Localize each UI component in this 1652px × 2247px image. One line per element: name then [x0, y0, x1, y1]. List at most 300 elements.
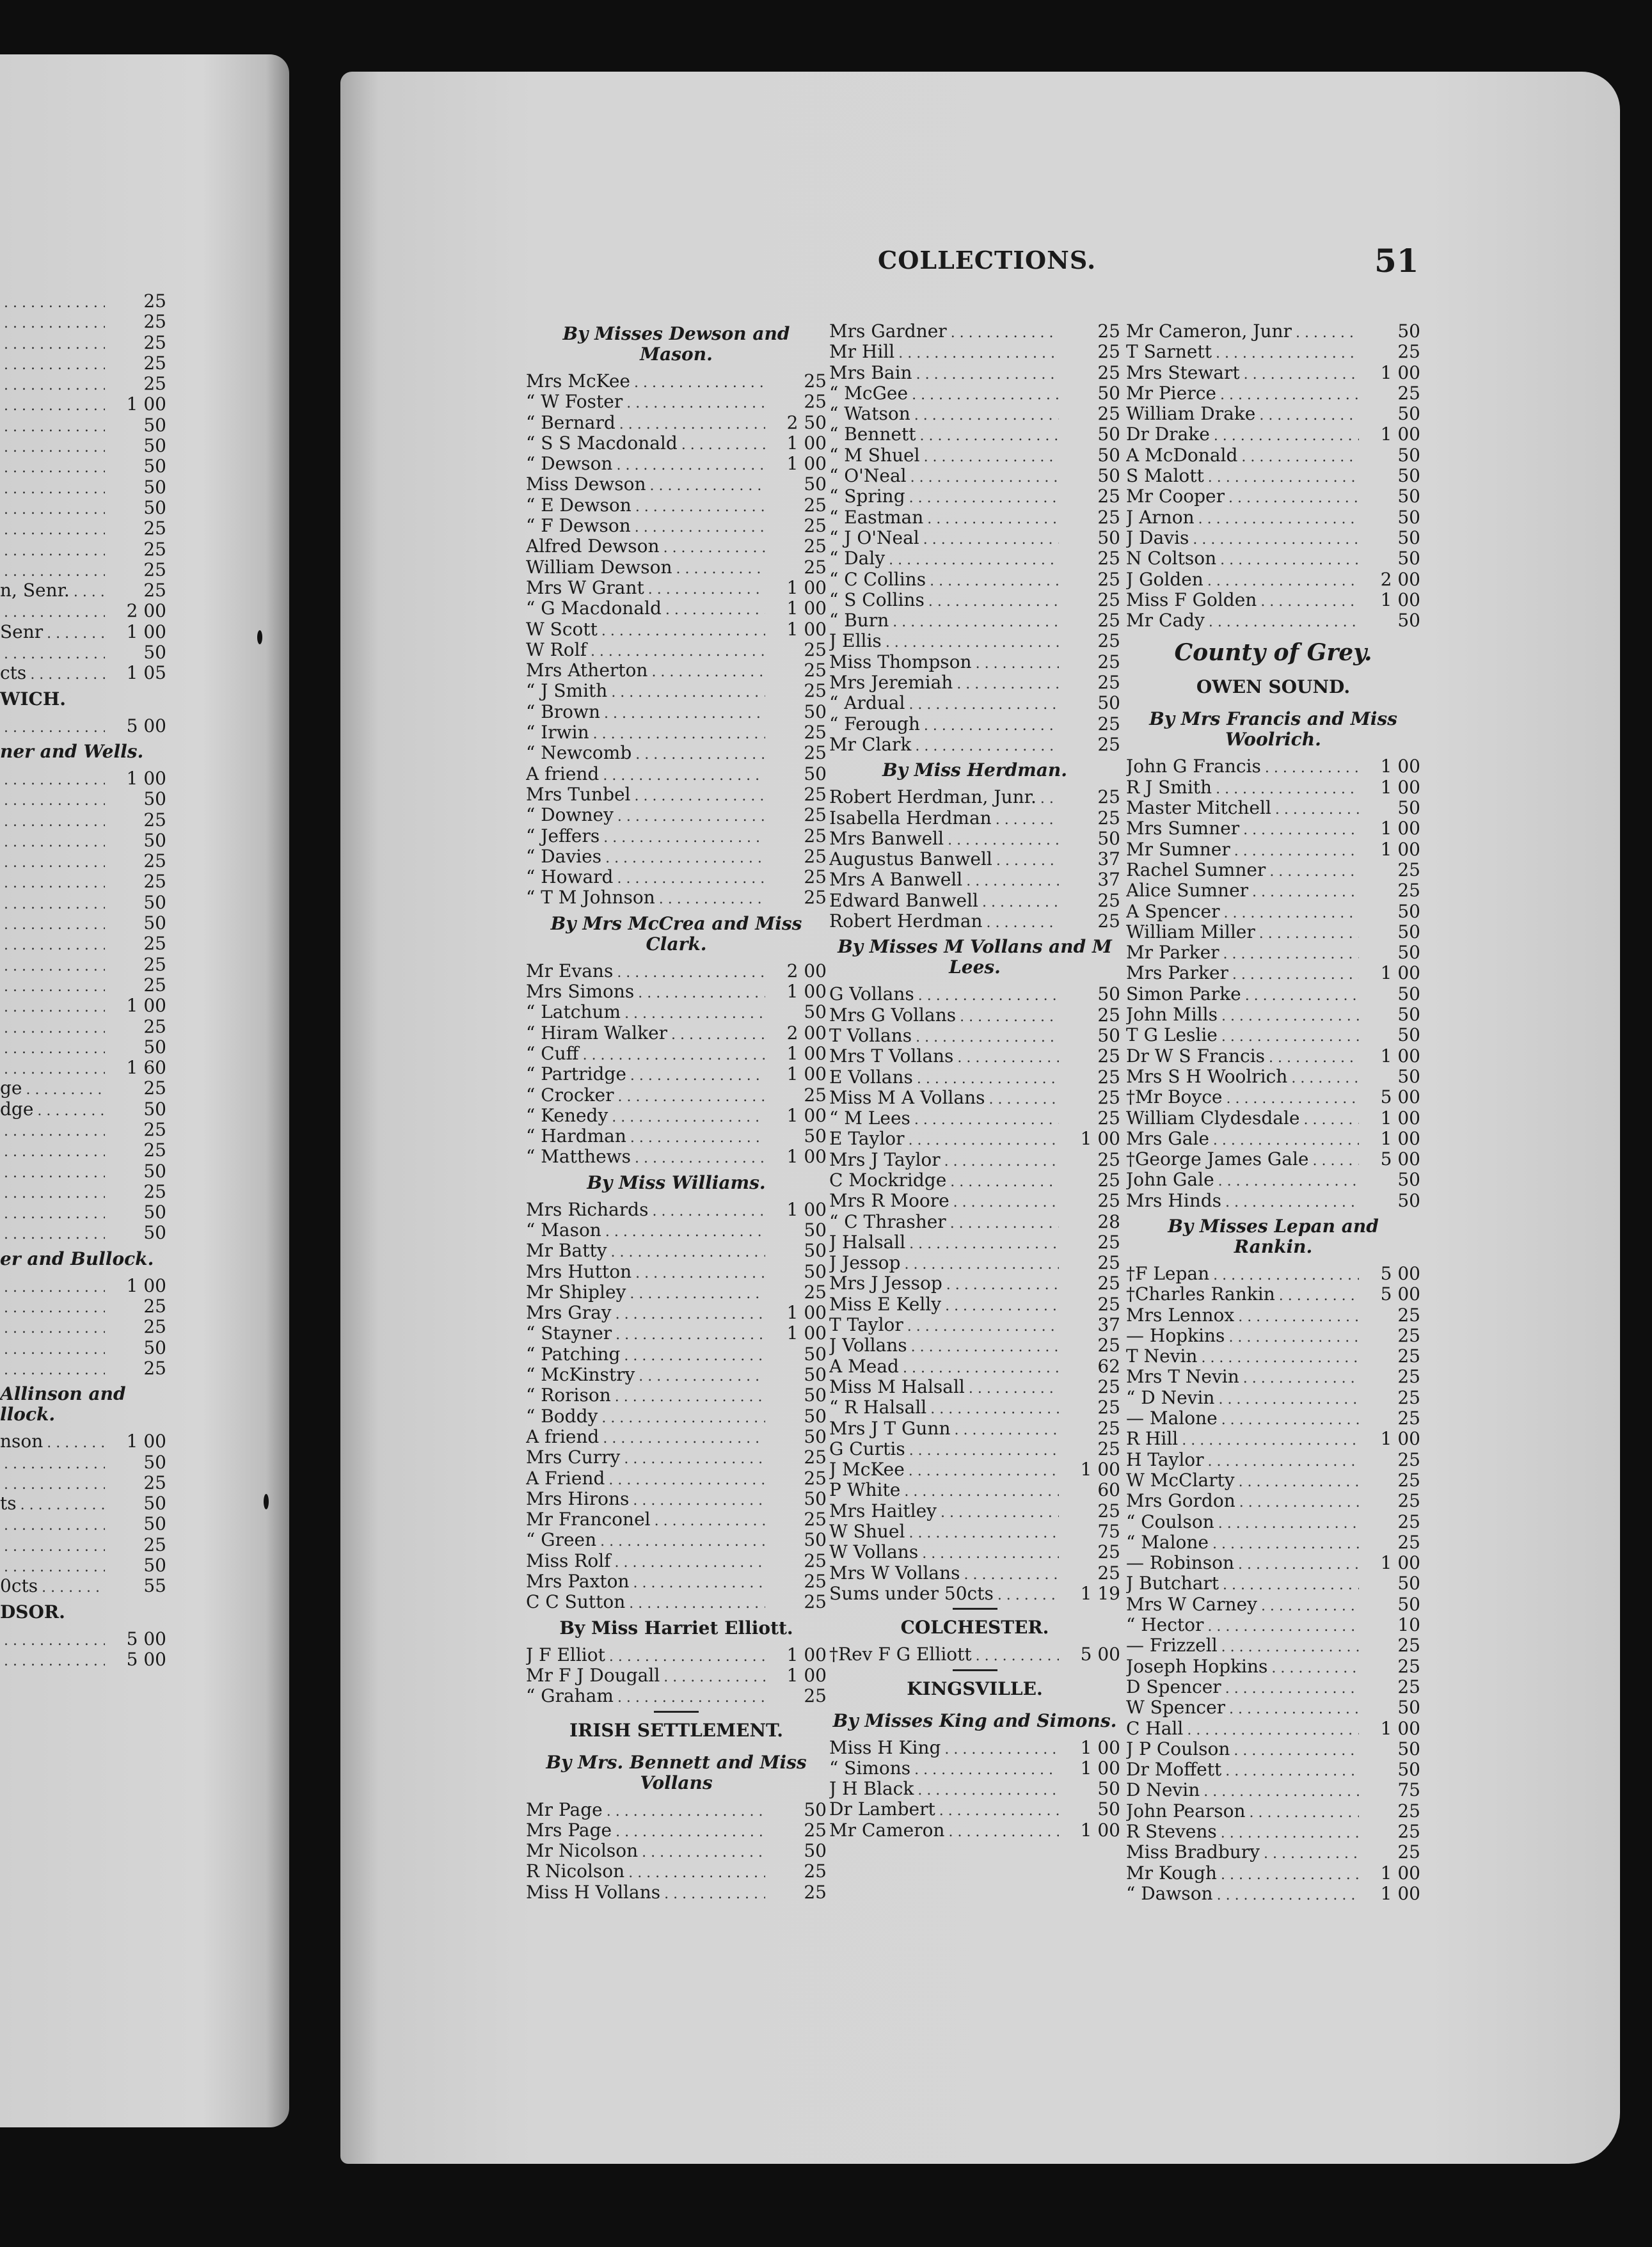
contributor-name: Mrs Haitley — [829, 1500, 937, 1521]
leader-dots — [1198, 509, 1359, 528]
contributor-row — [829, 672, 1120, 693]
contributor-row — [1126, 1170, 1420, 1190]
contributor-row — [829, 1480, 1120, 1500]
contribution-amount: 50 — [1097, 1025, 1120, 1046]
page-header-title: COLLECTIONS. — [878, 246, 1097, 274]
contributor-row — [1126, 901, 1420, 922]
contributor-name: Mr Page — [526, 1799, 603, 1820]
leader-dots — [907, 1317, 1059, 1335]
contributor-name: W Spencer — [1126, 1697, 1226, 1719]
contribution-amount: 25 — [1397, 859, 1420, 880]
leader-dots — [26, 1080, 106, 1099]
leader-dots — [4, 873, 105, 892]
contributor-row — [1126, 1346, 1420, 1367]
contributor-name: Mrs Paxton — [526, 1571, 630, 1592]
leader-dots — [634, 373, 765, 392]
contributor-row — [829, 1294, 1120, 1315]
contributor-name: “ D Nevin — [1126, 1387, 1215, 1408]
contributor-row — [829, 1758, 1120, 1779]
contributor-row — [1126, 1697, 1420, 1718]
leader-dots — [616, 456, 765, 474]
contributor-name: John Pearson — [1126, 1800, 1246, 1822]
contribution-amount: 50 — [1397, 1025, 1420, 1046]
contribution-amount: 25 — [804, 392, 827, 413]
contributor-row — [829, 1501, 1120, 1521]
contribution-amount: 50 — [1097, 1779, 1120, 1800]
contribution-amount: 25 — [143, 933, 166, 955]
contributor-row — [829, 1315, 1120, 1335]
contributor-name: J F Elliot — [526, 1644, 605, 1665]
contributor-name: “ M Shuel — [829, 445, 920, 466]
leader-dots — [966, 871, 1059, 890]
leader-dots — [664, 1884, 765, 1903]
contributor-row — [0, 291, 166, 312]
contributor-name: Mr Sumner — [1126, 839, 1230, 860]
contribution-amount: 50 — [804, 1002, 827, 1023]
contributor-row — [829, 569, 1120, 590]
contributor-row — [1126, 1532, 1420, 1553]
leader-dots — [997, 1585, 1059, 1604]
contribution-amount: 25 — [143, 1181, 166, 1202]
contributor-row — [1126, 1739, 1420, 1759]
leader-dots — [4, 1319, 105, 1337]
contributor-row — [526, 1820, 827, 1841]
leader-dots — [1250, 1803, 1359, 1822]
contribution-amount: 50 — [143, 1099, 166, 1120]
contribution-amount: 25 — [804, 887, 827, 909]
contributor-row — [526, 1220, 827, 1241]
contributor-row — [1126, 590, 1420, 610]
contributor-name: Mrs S H Woolrich — [1126, 1066, 1288, 1087]
contribution-amount: 25 — [1397, 1408, 1420, 1429]
contributor-name: William Miller — [1126, 921, 1255, 942]
leader-dots — [628, 1863, 765, 1882]
contributor-row — [526, 1468, 827, 1489]
leader-dots — [663, 1667, 765, 1686]
page-number: 51 — [1374, 242, 1419, 280]
section-heading: Allinson and llock. — [0, 1383, 126, 1425]
contribution-amount: 25 — [143, 353, 166, 374]
contribution-amount: 25 — [1097, 548, 1120, 569]
contributor-row — [1126, 1822, 1420, 1842]
contributor-name: E Vollans — [829, 1067, 913, 1088]
contribution-amount: 50 — [1097, 383, 1120, 404]
section-heading: By Mrs. Bennett and Miss Vollans — [546, 1751, 807, 1793]
leader-dots — [4, 894, 105, 913]
leader-dots — [619, 415, 765, 433]
contributor-name: “ Spring — [829, 486, 905, 507]
contribution-amount: 25 — [1097, 1376, 1120, 1397]
contributor-name: Mrs Gray — [526, 1303, 612, 1324]
contribution-amount: 37 — [1097, 869, 1120, 891]
leader-dots — [915, 736, 1059, 755]
contributor-row — [526, 392, 827, 412]
leader-dots — [635, 518, 765, 536]
contributor-row — [526, 433, 827, 454]
contributor-row — [526, 474, 827, 495]
contribution-amount: 25 — [143, 374, 166, 395]
contributor-name: G Vollans — [829, 984, 914, 1005]
leader-dots — [1245, 986, 1359, 1004]
leader-dots — [4, 438, 105, 456]
contribution-amount: 25 — [1097, 734, 1120, 755]
contributor-name: “ Dewson — [526, 454, 613, 475]
contribution-amount: 25 — [804, 495, 827, 516]
contributor-row — [829, 1170, 1120, 1191]
contribution-amount: 1 00 — [1380, 756, 1420, 777]
leader-dots — [1232, 965, 1359, 983]
contribution-amount: 25 — [1097, 1542, 1120, 1563]
contributor-name: Dr Lambert — [829, 1799, 935, 1820]
contributor-row — [526, 557, 827, 578]
contributor-row — [829, 1397, 1120, 1418]
contribution-amount: 50 — [143, 1337, 166, 1358]
contributor-name: “ Hardman — [526, 1126, 626, 1147]
contributor-name: Mrs Hirons — [526, 1488, 630, 1509]
contributor-row — [829, 1356, 1120, 1377]
leader-dots — [941, 1503, 1059, 1521]
contributor-name: “ S S Macdonald — [526, 433, 678, 454]
contribution-amount: 1 00 — [786, 1043, 827, 1064]
contributor-row — [526, 1147, 827, 1167]
contributor-row — [0, 1473, 166, 1493]
leader-dots — [1213, 1266, 1359, 1284]
leader-dots — [1265, 758, 1359, 777]
contributor-name: Mr Parker — [1126, 942, 1219, 964]
leader-dots — [1225, 1193, 1359, 1211]
contribution-amount: 25 — [1097, 651, 1120, 672]
contribution-amount: 5 00 — [126, 715, 166, 736]
contributor-name: Mrs W Carney — [1126, 1594, 1257, 1615]
contribution-amount: 50 — [143, 830, 166, 851]
contributor-name: Robert Herdman — [829, 911, 983, 932]
contribution-amount: 25 — [1097, 569, 1120, 590]
contribution-amount: 50 — [804, 1406, 827, 1427]
contribution-amount: 25 — [1097, 362, 1120, 383]
contributor-name: — Robinson — [1126, 1553, 1235, 1574]
contributor-name: Miss H Vollans — [526, 1882, 661, 1903]
contributor-name: “ Coulson — [1126, 1511, 1214, 1532]
contributor-name: Mrs Bain — [829, 362, 912, 383]
contribution-amount: 25 — [1397, 1656, 1420, 1677]
contribution-amount: 50 — [804, 1241, 827, 1262]
leader-dots — [1225, 1679, 1359, 1697]
leader-dots — [635, 1264, 765, 1282]
section-heading: By Mrs McCrea and Miss Clark. — [550, 912, 802, 955]
leader-dots — [616, 1305, 765, 1323]
contribution-amount: 50 — [143, 789, 166, 810]
leader-dots — [1223, 903, 1359, 922]
contributor-name: Sums under 50cts — [829, 1583, 994, 1604]
leader-dots — [1214, 426, 1359, 445]
section-heading: By Misses Dewson and Mason. — [562, 323, 790, 365]
contributor-name: Mrs T Vollans — [829, 1046, 954, 1067]
leader-dots — [916, 1028, 1059, 1046]
contribution-amount: 25 — [804, 639, 827, 660]
contributor-name: Master Mitchell — [1126, 798, 1271, 819]
contributor-name: A Mead — [829, 1356, 899, 1377]
contribution-amount: 2 00 — [126, 601, 166, 622]
contribution-amount: 1 00 — [126, 768, 166, 789]
leader-dots — [1220, 385, 1359, 404]
contributor-row — [1126, 1408, 1420, 1429]
leader-dots — [681, 435, 765, 454]
contribution-amount: 1 00 — [1380, 839, 1420, 860]
leader-dots — [630, 1128, 765, 1147]
contributor-row — [526, 1241, 827, 1261]
contribution-amount: 50 — [143, 1161, 166, 1182]
contributor-row — [526, 516, 827, 536]
contributor-name: William Clydesdale — [1126, 1108, 1300, 1129]
leader-dots — [909, 1131, 1059, 1149]
contributor-row — [526, 784, 827, 805]
contribution-amount: 50 — [1397, 1697, 1420, 1719]
contributor-name: Mr Franconel — [526, 1509, 651, 1530]
leader-dots — [1182, 1431, 1359, 1449]
contributor-row — [526, 722, 827, 743]
contribution-amount: 50 — [1397, 404, 1420, 425]
leader-dots — [1291, 1068, 1359, 1087]
contributor-row — [1126, 942, 1420, 963]
contributor-name: “ Dawson — [1126, 1883, 1213, 1904]
contributor-name: Mr Cameron, Junr — [1126, 321, 1292, 342]
contributor-row — [829, 1459, 1120, 1480]
contribution-amount: 25 — [804, 1509, 827, 1530]
contribution-amount: 50 — [1397, 486, 1420, 507]
contributor-name: A McDonald — [1126, 445, 1238, 466]
contributor-row — [1126, 1884, 1420, 1904]
contributor-name: A Friend — [526, 1468, 605, 1489]
leader-dots — [1296, 323, 1359, 342]
contributor-row — [1126, 1087, 1420, 1108]
contribution-amount: 50 — [1397, 942, 1420, 964]
contribution-amount: 25 — [1097, 589, 1120, 610]
section-heading: er and Bullock. — [0, 1248, 154, 1269]
contribution-amount: 25 — [1397, 1470, 1420, 1491]
contributor-name: “ Jeffers — [526, 825, 600, 846]
leader-dots — [924, 716, 1059, 734]
contributor-row — [0, 1555, 166, 1576]
contributor-name: Mrs W Grant — [526, 577, 644, 598]
contributor-row — [526, 1262, 827, 1282]
section-heading: By Miss Harriet Elliott. — [559, 1617, 793, 1639]
contribution-amount: 50 — [143, 477, 166, 498]
contributor-name: T Vollans — [829, 1025, 912, 1046]
leader-dots — [951, 323, 1059, 342]
contribution-amount: 5 00 — [1380, 1263, 1420, 1284]
contributor-name: “ G Macdonald — [526, 598, 662, 619]
leader-dots — [1228, 1328, 1359, 1346]
section-heading: KINGSVILLE. — [907, 1678, 1043, 1699]
contributor-name: Rachel Sumner — [1126, 859, 1266, 880]
contributor-row — [1126, 1305, 1420, 1326]
contributor-row — [829, 1542, 1120, 1562]
contributor-row — [1126, 363, 1420, 383]
contributor-row — [1126, 1491, 1420, 1511]
contributor-row — [526, 805, 827, 825]
contributor-row — [829, 1521, 1120, 1542]
contributor-row — [0, 663, 166, 683]
leader-dots — [948, 830, 1059, 849]
leader-dots — [603, 1429, 765, 1447]
leader-dots — [4, 957, 105, 975]
leader-dots — [1234, 1741, 1359, 1759]
leader-dots — [910, 468, 1059, 486]
contributor-name: “ Boddy — [526, 1406, 598, 1427]
contributor-name: 0cts — [0, 1576, 38, 1597]
contributor-name: G Curtis — [829, 1438, 905, 1459]
contributor-row — [526, 1106, 827, 1126]
contribution-amount: 25 — [804, 805, 827, 826]
leader-dots — [616, 1822, 765, 1841]
contributor-row — [1126, 321, 1420, 342]
leader-dots — [904, 1255, 1059, 1273]
contribution-amount: 25 — [1397, 1367, 1420, 1388]
contributor-row — [0, 1535, 166, 1555]
contribution-amount: 25 — [143, 851, 166, 872]
contribution-amount: 25 — [1397, 1511, 1420, 1532]
contributor-row — [526, 495, 827, 516]
contribution-amount: 25 — [1397, 1532, 1420, 1553]
leader-dots — [1201, 1348, 1359, 1367]
contributor-row — [1126, 756, 1420, 777]
contribution-amount: 25 — [1097, 1438, 1120, 1459]
contributor-name: “ Bennett — [829, 424, 916, 445]
contribution-amount: 25 — [804, 1882, 827, 1903]
leader-dots — [4, 1278, 105, 1296]
contribution-amount: 50 — [143, 913, 166, 934]
contributor-name: Mrs Page — [526, 1820, 612, 1841]
leader-dots — [886, 633, 1059, 651]
leader-dots — [4, 417, 105, 436]
contribution-amount: 50 — [1397, 1004, 1420, 1026]
contributor-row — [829, 1644, 1120, 1665]
contributor-name: Mrs Richards — [526, 1199, 649, 1220]
leader-dots — [950, 1214, 1059, 1232]
contributor-name: C C Sutton — [526, 1592, 626, 1613]
contributor-row — [526, 1861, 827, 1882]
contributor-name: “ Hector — [1126, 1615, 1204, 1636]
leader-dots — [1252, 882, 1359, 901]
contribution-amount: 25 — [1397, 1325, 1420, 1346]
leader-dots — [624, 1449, 765, 1468]
contributor-row — [1126, 1326, 1420, 1346]
contribution-amount: 50 — [1397, 901, 1420, 922]
contributor-row — [1126, 610, 1420, 631]
leader-dots — [4, 997, 105, 1016]
contributor-name: “ Stayner — [526, 1323, 612, 1344]
leader-dots — [608, 1470, 765, 1489]
leader-dots — [4, 1298, 105, 1317]
contribution-amount: 50 — [1097, 466, 1120, 487]
contributor-name: Mrs Banwell — [829, 828, 944, 849]
contribution-amount: 50 — [804, 701, 827, 722]
leader-dots — [4, 1225, 105, 1243]
contributor-name: Isabella Herdman — [829, 807, 992, 829]
contributor-row — [1126, 1594, 1420, 1615]
section-heading: IRISH SETTLEMENT. — [569, 1719, 784, 1741]
contributor-row — [829, 693, 1120, 713]
leader-dots — [601, 621, 765, 640]
contributor-name: D Spencer — [1126, 1676, 1221, 1697]
contributor-row — [829, 342, 1120, 362]
contributor-name: “ McGee — [829, 383, 909, 404]
contribution-amount: 25 — [1097, 631, 1120, 652]
contribution-amount: 25 — [804, 1686, 827, 1707]
contributor-row — [829, 1439, 1120, 1459]
leader-dots — [912, 385, 1059, 404]
contributor-row — [1126, 528, 1420, 548]
leader-dots — [969, 1379, 1059, 1397]
contributor-name: R J Smith — [1126, 777, 1212, 798]
leader-dots — [4, 791, 105, 809]
contributor-name: Mr Evans — [526, 960, 614, 981]
contributor-row — [526, 1571, 827, 1592]
contribution-amount: 50 — [804, 1126, 827, 1147]
leader-dots — [4, 853, 105, 871]
leader-dots — [663, 538, 765, 557]
contributor-name: cts — [0, 663, 27, 684]
leader-dots — [4, 1360, 105, 1379]
contributor-row — [0, 996, 166, 1016]
contributor-row — [0, 1493, 166, 1514]
contributor-row — [1126, 1149, 1420, 1170]
contributor-row — [526, 764, 827, 784]
contributor-row — [829, 1563, 1120, 1584]
leader-dots — [920, 426, 1059, 445]
contribution-amount: 25 — [143, 1140, 166, 1161]
contribution-amount: 1 00 — [1080, 1737, 1120, 1758]
contribution-amount: 50 — [143, 1036, 166, 1058]
contribution-amount: 25 — [804, 536, 827, 557]
contributor-name: A friend — [526, 1426, 600, 1447]
contributor-row — [0, 955, 166, 975]
contributor-name: “ J O'Neal — [829, 527, 919, 548]
contribution-amount: 50 — [1397, 1738, 1420, 1759]
leader-dots — [650, 476, 765, 495]
leader-dots — [1229, 1699, 1359, 1718]
contributor-row — [526, 1841, 827, 1861]
contributor-name: A friend — [526, 763, 600, 784]
contribution-amount: 1 00 — [1380, 818, 1420, 839]
contributor-row — [829, 1820, 1120, 1841]
contributor-row — [1126, 1429, 1420, 1449]
contribution-amount: 50 — [1397, 1190, 1420, 1211]
contribution-amount: 50 — [143, 415, 166, 436]
contributor-row — [1126, 1264, 1420, 1284]
contributor-name: Edward Banwell — [829, 890, 978, 911]
contributor-row — [526, 1406, 827, 1427]
contributor-row — [829, 1150, 1120, 1170]
contributor-row — [0, 1431, 166, 1452]
contributor-name: P White — [829, 1480, 901, 1501]
leader-dots — [4, 1184, 105, 1202]
leader-dots — [914, 1110, 1059, 1129]
contributor-row — [1126, 1108, 1420, 1129]
leader-dots — [930, 1399, 1059, 1418]
contributor-row — [829, 1026, 1120, 1046]
leader-dots — [1223, 944, 1359, 963]
leader-dots — [635, 1148, 765, 1167]
contribution-amount: 25 — [1097, 1067, 1120, 1088]
leader-dots — [1221, 1865, 1359, 1884]
contributor-row — [526, 1365, 827, 1385]
contributor-row — [829, 714, 1120, 734]
contribution-amount: 25 — [143, 1296, 166, 1317]
leader-dots — [889, 550, 1059, 569]
leader-dots — [4, 1019, 105, 1037]
leader-dots — [4, 1557, 105, 1576]
